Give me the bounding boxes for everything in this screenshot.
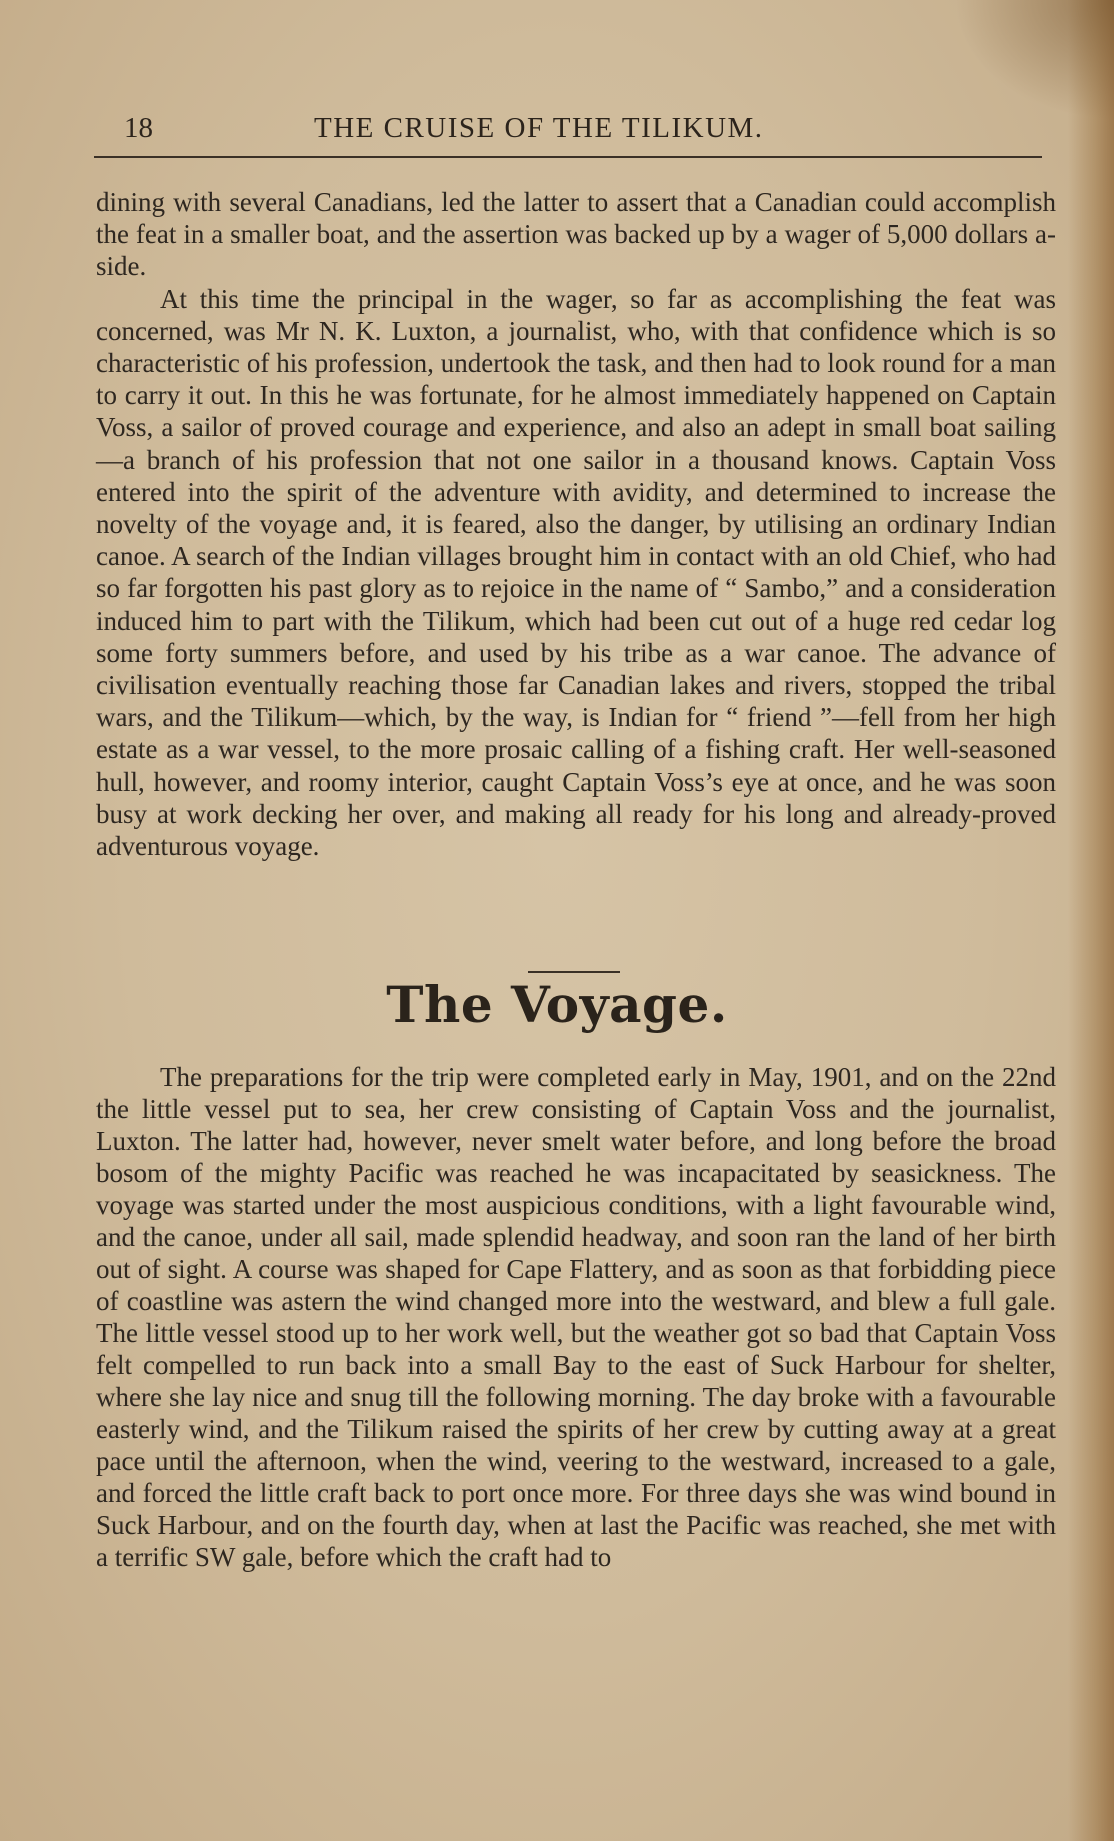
page-header [94, 108, 1046, 148]
paragraph-continuation: dining with several Canadians, led the latter to assert that a Canadian could accomplish the feat in a smaller boat, and the assertion was backed up by a wager of 5,000 dollars a-side. [96, 187, 1056, 282]
body-text [96, 186, 1056, 862]
page-number: 18 [124, 112, 153, 144]
paragraph-luxton: At this time the principal in the wager, so far as accomplishing the feat was concerned, was Mr N. K. Luxton, a journalist, who, with that confidence which is so characteristic of his profession, undertook the task, and then had to look round for a man to carry it out. In this he was fortunate, for he almost immediately happened on Captain Voss, a sailor of proved courage and experience, and also an adept in small boat sailing —a branch of his profession that not one sailor in a thousand knows. Captain Voss entered into the spirit of the adventure with avidity, and determined to increase the novelty of the voyage and, it is feared, also the danger, by utilising an ordinary Indian canoe. A search of the Indian villages brought him in contact with an old Chief, who had so far forgotten his past glory as to rejoice in the name of “ Sambo,” and a consideration induced him to part with the Tilikum, which had been cut out of a huge red cedar log some forty summers before, and used by his tribe as a war canoe. The advance of civilisation eventually reaching those far Canadian lakes and rivers, stopped the tribal wars, and the Tilikum—which, by the way, is Indian for “ friend ”—fell from her high estate as a war vessel, to the more prosaic calling of a fishing craft. Her well-seasoned hull, however, and roomy interior, caught Captain Voss’s eye at once, and he was soon busy at work decking her over, and making all ready for his long and already-proved adventurous voyage. [96, 283, 1056, 862]
page-edge-shadow [1068, 0, 1114, 1841]
header-rule [94, 156, 1042, 158]
section-body [96, 1061, 1056, 1573]
paragraph-voyage: The preparations for the trip were completed early in May, 1901, and on the 22nd the little vessel put to sea, her crew consisting of Captain Voss and the journalist, Luxton. The latter had, however, never smelt water before, and long before the broad bosom of the mighty Pacific was reached he was incapacitated by seasickness. The voyage was started under the most auspicious conditions, with a light favourable wind, and the canoe, under all sail, made splendid headway, and soon ran the land of her birth out of sight. A course was shaped for Cape Flattery, and as soon as that forbidding piece of coastline was astern the wind changed more into the westward, and blew a full gale. The little vessel stood up to her work well, but the weather got so bad that Captain Voss felt compelled to run back into a small Bay to the east of Suck Harbour for shelter, where she lay nice and snug till the following morning. The day broke with a favourable easterly wind, and the Tilikum raised the spirits of her crew by cutting away at a great pace until the afternoon, when the wind, veering to the westward, increased to a gale, and forced the little craft back to port once more. For three days she was wind bound in Suck Harbour, and on the fourth day, when at last the Pacific was reached, she met with a terrific SW gale, before which the craft had to [96, 1062, 1056, 1572]
section-title: The Voyage. [386, 975, 728, 1034]
page-corner-stain [954, 0, 1114, 120]
section-divider [528, 971, 620, 973]
running-title: THE CRUISE OF THE TILIKUM. [314, 112, 764, 144]
